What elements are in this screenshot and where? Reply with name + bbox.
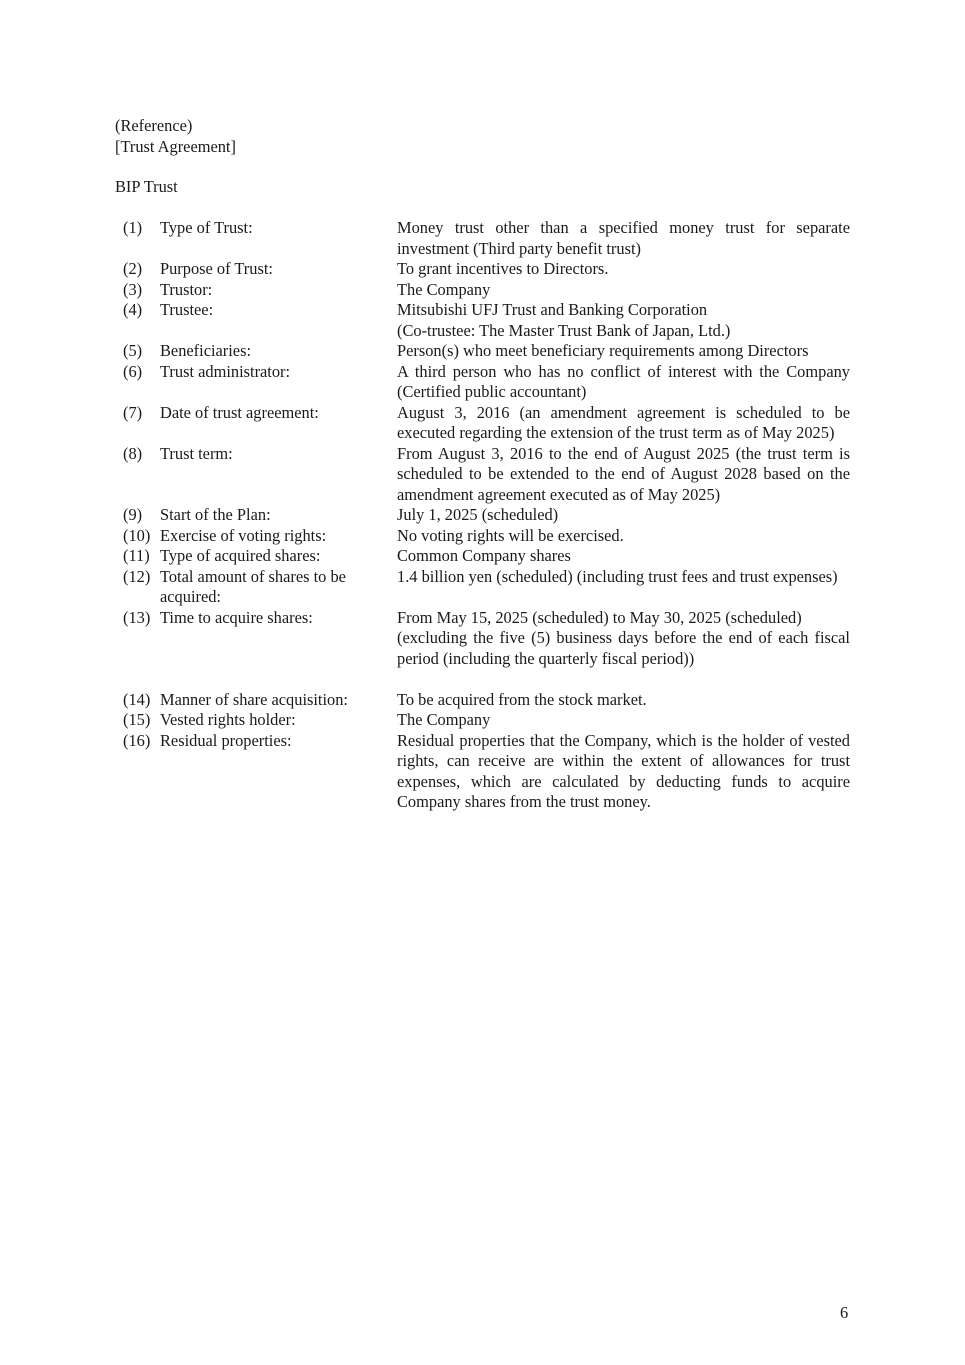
item-number: (3) — [123, 279, 143, 299]
item-label: Total amount of shares to be acquired: — [160, 566, 346, 606]
item-number: (7) — [123, 402, 143, 422]
item-value: Common Company shares — [397, 546, 571, 565]
list-item — [123, 444, 850, 506]
item-value: Residual properties that the Company, which is the holder of vested rights, can receive are within the extent of allowances for trust expenses, which are calculated by deducting funds to acquire Company shares from the trust money. — [397, 730, 850, 811]
list-item — [123, 608, 850, 690]
item-value-line: (Co-trustee: The Master Trust Bank of Japan, Ltd.) — [397, 320, 731, 340]
list-item — [123, 403, 850, 444]
item-label: Trust administrator: — [160, 361, 291, 381]
title-block — [115, 116, 845, 157]
item-value — [397, 608, 850, 690]
document-page — [115, 116, 845, 198]
item-value-spacer — [397, 669, 850, 690]
item-number: (1) — [123, 218, 143, 237]
trust-items-list — [123, 218, 850, 813]
item-value: The Company — [397, 710, 491, 729]
item-value: From August 3, 2016 to the end of August 2025 (the trust term is scheduled to be extended to the end of August 2028 based on the amendment agreement executed as of May 2025) — [397, 443, 850, 504]
list-item — [123, 300, 850, 341]
list-item — [123, 731, 850, 813]
list-item — [123, 341, 850, 362]
item-label: Vested rights holder: — [160, 710, 296, 729]
item-number: (13) — [123, 607, 151, 627]
page-number: 6 — [840, 1303, 849, 1322]
item-label: Trust term: — [160, 443, 233, 463]
list-item — [123, 690, 850, 711]
list-item — [123, 710, 850, 731]
item-label: Beneficiaries: — [160, 341, 252, 360]
item-number: (5) — [123, 341, 143, 360]
item-label: Type of acquired shares: — [160, 546, 321, 565]
item-number: (16) — [123, 730, 151, 750]
item-label: Trustee: — [160, 300, 214, 319]
list-item — [123, 362, 850, 403]
item-label: Exercise of voting rights: — [160, 525, 327, 545]
trust-name: BIP Trust — [115, 177, 178, 196]
item-label: Manner of share acquisition: — [160, 689, 348, 709]
item-label: Type of Trust: — [160, 218, 253, 237]
list-item — [123, 259, 850, 280]
item-label: Date of trust agreement: — [160, 402, 319, 422]
item-label: Start of the Plan: — [160, 505, 271, 524]
list-item — [123, 280, 850, 301]
item-number: (4) — [123, 300, 143, 319]
item-label: Purpose of Trust: — [160, 259, 273, 278]
item-number: (2) — [123, 259, 143, 278]
list-item — [123, 218, 850, 259]
item-number: (10) — [123, 525, 151, 545]
section-heading: [Trust Agreement] — [115, 136, 236, 156]
item-label: Time to acquire shares: — [160, 607, 313, 627]
item-value: A third person who has no conflict of interest with the Company (Certified public accountant) — [397, 361, 850, 401]
item-value: No voting rights will be exercised. — [397, 525, 624, 545]
item-value: 1.4 billion yen (scheduled) (including trust fees and trust expenses) — [397, 566, 838, 586]
item-number: (9) — [123, 505, 143, 524]
item-value: August 3, 2016 (an amendment agreement is scheduled to be executed regarding the extension of the trust term as of May 2025) — [397, 402, 850, 442]
item-number: (6) — [123, 361, 143, 381]
list-item — [123, 526, 850, 547]
item-number: (14) — [123, 689, 151, 709]
item-number: (8) — [123, 443, 143, 463]
item-label: Trustor: — [160, 279, 213, 299]
item-number: (15) — [123, 710, 151, 729]
list-item — [123, 567, 850, 608]
list-item — [123, 505, 850, 526]
item-number: (11) — [123, 546, 150, 565]
item-value: The Company — [397, 279, 491, 299]
item-value: July 1, 2025 (scheduled) — [397, 505, 559, 524]
item-value: Person(s) who meet beneficiary requirements among Directors — [397, 341, 809, 360]
item-value — [397, 300, 850, 341]
item-value-line: (excluding the five (5) business days before the end of each fiscal period (including the quarterly fiscal period)) — [397, 628, 850, 668]
list-item — [123, 546, 850, 567]
item-value: To be acquired from the stock market. — [397, 689, 647, 709]
item-number: (12) — [123, 566, 151, 586]
item-value: To grant incentives to Directors. — [397, 259, 609, 278]
item-label: Residual properties: — [160, 730, 292, 750]
reference-label: (Reference) — [115, 116, 193, 135]
item-value: Money trust other than a specified money trust for separate investment (Third party benefit trust) — [397, 218, 850, 258]
item-value-line: From May 15, 2025 (scheduled) to May 30, 2025 (scheduled) — [397, 607, 802, 627]
item-value-line: Mitsubishi UFJ Trust and Banking Corporation — [397, 300, 708, 319]
